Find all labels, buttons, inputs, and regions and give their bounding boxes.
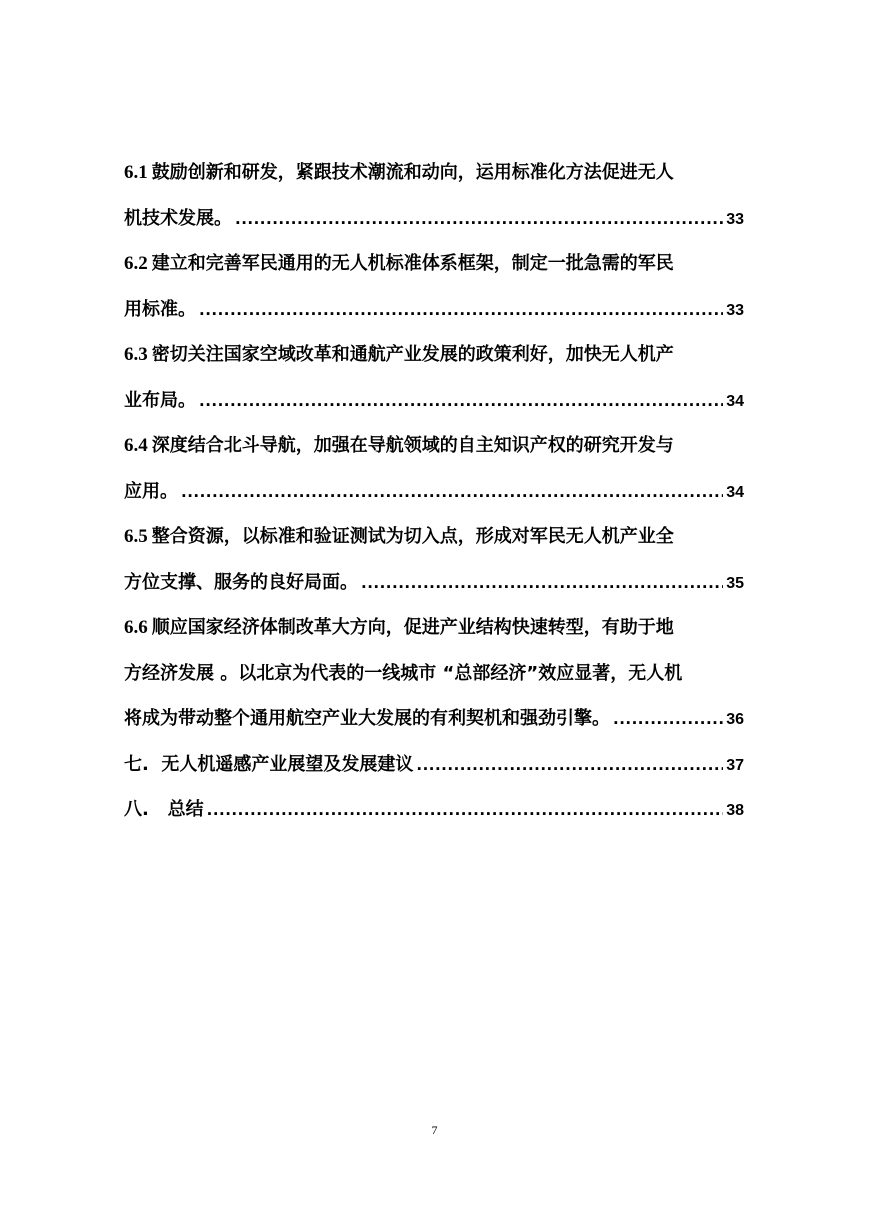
section-title: 鼓励创新和研发，紧跟技术潮流和动向，运用标准化方法促进无人 (151, 162, 674, 183)
page-footer-number: 7 (431, 1123, 438, 1137)
section-number: 6.2 (124, 253, 148, 274)
toc-line (124, 241, 744, 287)
toc-chapter-7[interactable] (124, 742, 744, 788)
section-number: 6.3 (124, 344, 148, 365)
toc-line (124, 560, 744, 606)
toc-entry-6-2[interactable] (124, 241, 744, 332)
chapter-title: 七. 无人机遥感产业展望及发展建议 (124, 753, 414, 775)
page-number: 33 (726, 210, 744, 228)
section-title: 整合资源，以标准和验证测试为切入点，形成对军民无人机产业全 (151, 526, 674, 547)
page-number: 35 (726, 574, 744, 592)
dot-leader (207, 787, 724, 833)
section-title: 深度结合北斗导航，加强在导航领域的自主知识产权的研究开发与 (151, 435, 674, 456)
toc-line (124, 332, 744, 378)
toc-line (124, 287, 744, 333)
dot-leader (416, 742, 723, 788)
section-title: 顺应国家经济体制改革大方向，促进产业结构快速转型，有助于地 (151, 617, 674, 638)
page-number: 34 (726, 392, 744, 410)
toc-line (124, 605, 744, 651)
section-title-end: 将成为带动整个通用航空产业大发展的有利契机和强劲引擎。 (124, 708, 610, 729)
dot-leader (235, 196, 723, 242)
toc-line (124, 742, 744, 788)
section-title-end: 用标准。 (124, 298, 196, 320)
toc-line (124, 150, 744, 196)
toc-line (124, 651, 744, 697)
section-number: 6.6 (124, 617, 148, 638)
toc-line (124, 378, 744, 424)
chapter-title: 八. 总结 (124, 799, 204, 820)
dot-leader (361, 560, 723, 606)
dot-leader (613, 696, 723, 742)
toc-line (124, 514, 744, 560)
toc-line (124, 196, 744, 242)
dot-leader (181, 469, 723, 515)
section-title: 密切关注国家空域改革和通航产业发展的政策利好，加快无人机产 (151, 344, 674, 365)
section-title-end: 应用。 (124, 480, 178, 502)
section-title: 建立和完善军民通用的无人机标准体系框架，制定一批急需的军民 (151, 253, 674, 274)
toc-line (124, 696, 744, 742)
toc-line (124, 469, 744, 515)
toc-line (124, 423, 744, 469)
section-number: 6.4 (124, 435, 148, 456)
toc-chapter-8[interactable] (124, 787, 744, 833)
page-number: 33 (726, 301, 744, 319)
dot-leader (199, 378, 723, 424)
table-of-contents (124, 150, 744, 833)
toc-entry-6-1[interactable] (124, 150, 744, 241)
section-title-end: 业布局。 (124, 389, 196, 411)
dot-leader (199, 287, 723, 333)
page-number: 34 (726, 483, 744, 501)
section-number: 6.1 (124, 162, 148, 183)
toc-entry-6-4[interactable] (124, 423, 744, 514)
section-title-end: 机技术发展。 (124, 207, 232, 229)
section-number: 6.5 (124, 526, 148, 547)
section-title-continued: 方经济发展 。以北京为代表的一线城市 “总部经济”效应显著，无人机 (124, 662, 683, 684)
page-number: 38 (726, 802, 744, 819)
page-number: 37 (726, 756, 744, 774)
toc-entry-6-6[interactable] (124, 605, 744, 742)
toc-line (124, 787, 744, 833)
page-number: 36 (726, 711, 744, 728)
toc-entry-6-3[interactable] (124, 332, 744, 423)
toc-entry-6-5[interactable] (124, 514, 744, 605)
section-title-end: 方位支撑、服务的良好局面。 (124, 571, 358, 593)
